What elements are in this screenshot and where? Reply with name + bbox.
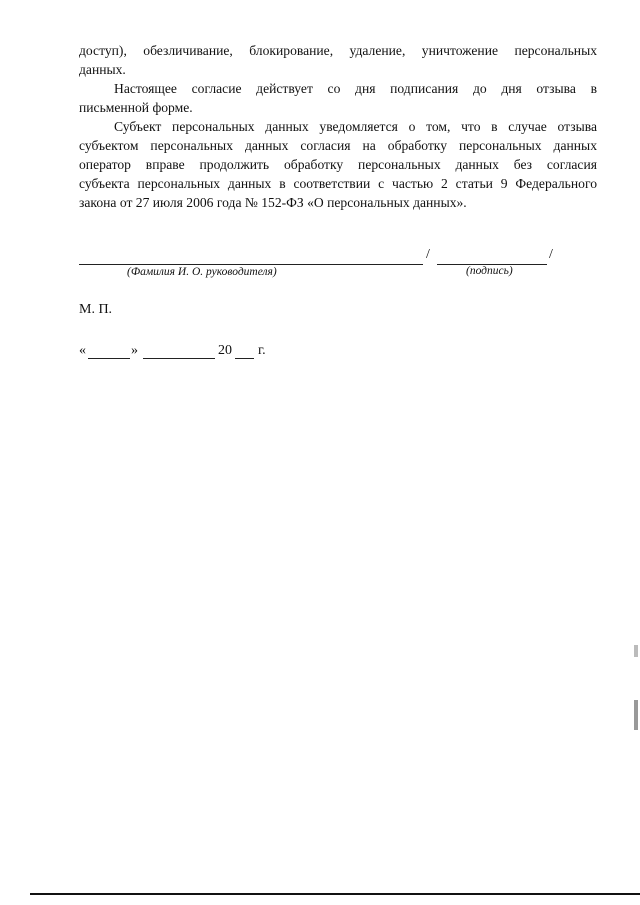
- text-line: субъектом персональных данных согласия на обработку персональных данных: [79, 138, 597, 153]
- date-close-quote: »: [131, 343, 138, 358]
- stamp-label: М. П.: [79, 302, 113, 317]
- paragraph-withdrawal-notice: [79, 117, 597, 212]
- date-year-blank: [235, 358, 254, 359]
- paragraph-processing-actions: [79, 41, 597, 79]
- date-month-blank: [143, 358, 215, 359]
- scan-edge-mark: [634, 700, 638, 730]
- name-caption: (Фамилия И. О. руководителя): [127, 266, 277, 278]
- text-line: оператор вправе продолжить обработку персональных данных без согласия: [79, 157, 597, 172]
- signature-separator: /: [426, 247, 430, 262]
- text-line: субъекта персональных данных в соответствии с частью 2 статьи 9 Федерального: [79, 176, 597, 191]
- text-line: закона от 27 июля 2006 года № 152-ФЗ «О персональных данных».: [79, 195, 467, 210]
- paragraph-consent-validity: [79, 79, 597, 117]
- text-line: доступ), обезличивание, блокирование, удаление, уничтожение персональных: [79, 43, 597, 58]
- date-open-quote: «: [79, 343, 86, 358]
- date-year-prefix: 20: [218, 343, 232, 358]
- text-line: данных.: [79, 62, 126, 77]
- signature-caption: (подпись): [466, 265, 513, 277]
- name-signature-line: [79, 264, 423, 265]
- text-line: Субъект персональных данных уведомляется о том, что в случае отзыва: [114, 119, 597, 134]
- scan-edge-mark: [634, 645, 638, 657]
- text-line: Настоящее согласие действует со дня подписания до дня отзыва в: [114, 81, 597, 96]
- signature-separator: /: [549, 247, 553, 262]
- bottom-scan-rule: [30, 893, 640, 895]
- date-day-blank: [88, 358, 130, 359]
- text-line: письменной форме.: [79, 100, 193, 115]
- date-year-suffix: г.: [258, 343, 266, 358]
